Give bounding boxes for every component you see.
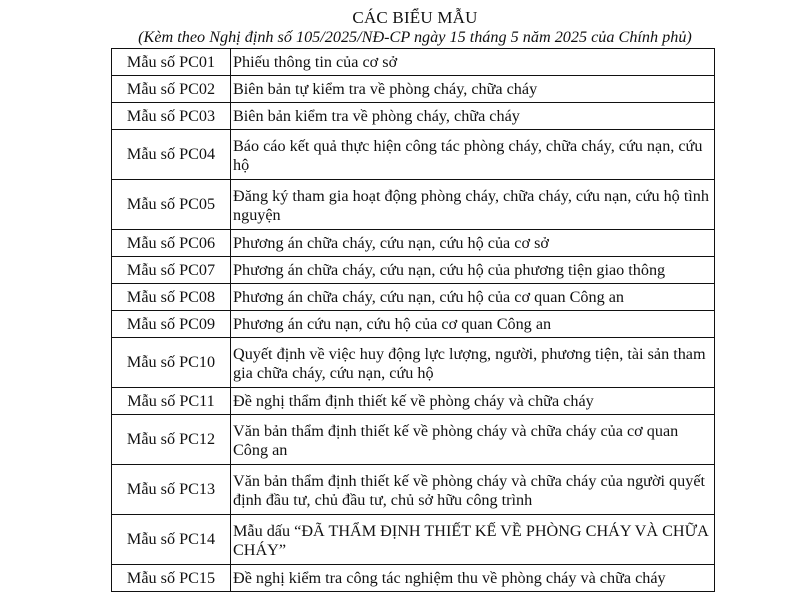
table-row (112, 465, 715, 515)
form-description: Mẫu dấu “ĐÃ THẨM ĐỊNH THIẾT KẾ VỀ PHÒNG CHÁY VÀ CHỮA CHÁY” (231, 515, 715, 565)
form-description: Phương án chữa cháy, cứu nạn, cứu hộ của phương tiện giao thông (231, 257, 715, 284)
table-row (112, 415, 715, 465)
form-description: Đề nghị thẩm định thiết kế về phòng cháy và chữa cháy (231, 388, 715, 415)
form-code: Mẫu số PC14 (112, 515, 231, 565)
table-row (112, 76, 715, 103)
form-code: Mẫu số PC02 (112, 76, 231, 103)
forms-table (111, 48, 715, 592)
table-row (112, 49, 715, 76)
form-code: Mẫu số PC15 (112, 565, 231, 592)
form-description: Phương án cứu nạn, cứu hộ của cơ quan Công an (231, 311, 715, 338)
form-description: Biên bản tự kiểm tra về phòng cháy, chữa cháy (231, 76, 715, 103)
form-description: Phương án chữa cháy, cứu nạn, cứu hộ của cơ sở (231, 230, 715, 257)
form-code: Mẫu số PC04 (112, 130, 231, 180)
table-row (112, 388, 715, 415)
form-code: Mẫu số PC03 (112, 103, 231, 130)
document-title: CÁC BIỂU MẪU (352, 8, 478, 27)
table-row (112, 284, 715, 311)
form-code: Mẫu số PC07 (112, 257, 231, 284)
table-row (112, 565, 715, 592)
form-description: Đăng ký tham gia hoạt động phòng cháy, chữa cháy, cứu nạn, cứu hộ tình nguyện (231, 180, 715, 230)
form-description: Phiếu thông tin của cơ sở (231, 49, 715, 76)
form-code: Mẫu số PC12 (112, 415, 231, 465)
form-code: Mẫu số PC10 (112, 338, 231, 388)
form-description: Biên bản kiểm tra về phòng cháy, chữa cháy (231, 103, 715, 130)
form-code: Mẫu số PC09 (112, 311, 231, 338)
document-subtitle: (Kèm theo Nghị định số 105/2025/NĐ-CP ngày 15 tháng 5 năm 2025 của Chính phủ) (138, 28, 692, 46)
form-description: Báo cáo kết quả thực hiện công tác phòng cháy, chữa cháy, cứu nạn, cứu hộ (231, 130, 715, 180)
form-code: Mẫu số PC06 (112, 230, 231, 257)
form-description: Văn bản thẩm định thiết kế về phòng cháy và chữa cháy của cơ quan Công an (231, 415, 715, 465)
table-row (112, 338, 715, 388)
form-description: Đề nghị kiểm tra công tác nghiệm thu về phòng cháy và chữa cháy (231, 565, 715, 592)
table-row (112, 311, 715, 338)
table-row (112, 103, 715, 130)
table-row (112, 180, 715, 230)
form-code: Mẫu số PC13 (112, 465, 231, 515)
table-row (112, 515, 715, 565)
form-code: Mẫu số PC05 (112, 180, 231, 230)
form-description: Quyết định về việc huy động lực lượng, người, phương tiện, tài sản tham gia chữa cháy, cứu nạn, cứu hộ (231, 338, 715, 388)
table-row (112, 230, 715, 257)
form-code: Mẫu số PC01 (112, 49, 231, 76)
form-code: Mẫu số PC11 (112, 388, 231, 415)
table-row (112, 257, 715, 284)
form-code: Mẫu số PC08 (112, 284, 231, 311)
form-description: Phương án chữa cháy, cứu nạn, cứu hộ của cơ quan Công an (231, 284, 715, 311)
table-row (112, 130, 715, 180)
form-description: Văn bản thẩm định thiết kế về phòng cháy và chữa cháy của người quyết định đầu tư, chủ đầu tư, chủ sở hữu công trình (231, 465, 715, 515)
